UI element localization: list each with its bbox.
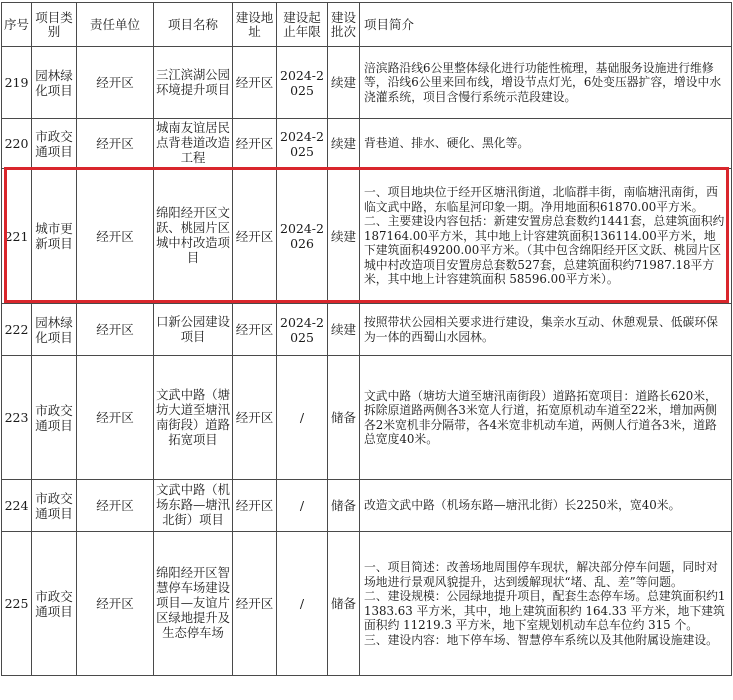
cell-name: 文武中路（塘坊大道至塘汛南街段）道路拓宽项目 [154,356,233,480]
cell-name: 绵阳经开区文跃、桃园片区城中村改造项目 [154,169,233,304]
cell-location: 经开区 [233,169,277,304]
cell-no: 219 [2,47,32,119]
header-batch: 建设批次 [328,3,360,47]
table-row [2,480,732,532]
table-row [2,532,732,676]
cell-period: / [277,532,328,676]
cell-category: 市政交通项目 [32,356,77,480]
cell-unit: 经开区 [77,169,154,304]
header-desc: 项目简介 [360,3,732,47]
cell-period: / [277,356,328,480]
cell-desc: 背巷道、排水、硬化、黑化等。 [360,119,732,169]
header-no: 序号 [2,3,32,47]
cell-unit: 经开区 [77,356,154,480]
cell-unit: 经开区 [77,532,154,676]
cell-location: 经开区 [233,480,277,532]
cell-unit: 经开区 [77,480,154,532]
cell-unit: 经开区 [77,304,154,356]
cell-period: 2024-2025 [277,304,328,356]
cell-name: 文武中路（机场东路—塘汛北街）项目 [154,480,233,532]
table-row [2,169,732,304]
cell-period: 2024-2025 [277,47,328,119]
cell-category: 市政交通项目 [32,119,77,169]
cell-batch: 储备 [328,532,360,676]
cell-category: 城市更新项目 [32,169,77,304]
header-period: 建设起止年限 [277,3,328,47]
cell-location: 经开区 [233,47,277,119]
cell-desc: 改造文武中路（机场东路—塘汛北街）长2250米，宽40米。 [360,480,732,532]
cell-category: 园林绿化项目 [32,304,77,356]
header-name: 项目名称 [154,3,233,47]
cell-period: 2024-2025 [277,119,328,169]
cell-no: 224 [2,480,32,532]
header-row [2,3,732,47]
cell-no: 220 [2,119,32,169]
cell-category: 园林绿化项目 [32,47,77,119]
cell-category: 市政交通项目 [32,532,77,676]
header-location: 建设地址 [233,3,277,47]
table-row [2,356,732,480]
cell-no: 225 [2,532,32,676]
header-category: 项目类别 [32,3,77,47]
table-row [2,119,732,169]
cell-name: 城南友谊居民点背巷道改造工程 [154,119,233,169]
cell-period: / [277,480,328,532]
cell-batch: 续建 [328,169,360,304]
cell-name: 绵阳经开区智慧停车场建设项目—友谊片区绿地提升及生态停车场 [154,532,233,676]
cell-desc: 一、项目地块位于经开区塘汛街道，北临群丰街，南临塘汛南街，西临文武中路，东临星河印象一期。净用地面积61870.00平方米。 二、主要建设内容包括：新建安置房总套数约1441套，总建筑面积约187164.00平方米，其中地上计容建筑面积136114.00平方米，地下建筑面积49200.00平方米。（其中包含绵阳经开区文跃、桃园片区城中村改造项目安置房总套数527套，总建筑面积约71987.18平方米，其中地上计容建筑面积 58596.00平方米）。 [360,169,732,304]
cell-batch: 续建 [328,119,360,169]
header-unit: 责任单位 [77,3,154,47]
cell-name: 三江滨湖公园环境提升项目 [154,47,233,119]
cell-no: 222 [2,304,32,356]
cell-no: 223 [2,356,32,480]
cell-batch: 储备 [328,356,360,480]
cell-batch: 续建 [328,47,360,119]
cell-desc: 按照带状公园相关要求进行建设，集亲水互动、休憩观景、低碳环保为一体的西蜀山水园林。 [360,304,732,356]
cell-location: 经开区 [233,119,277,169]
project-table [1,2,732,676]
cell-category: 市政交通项目 [32,480,77,532]
cell-location: 经开区 [233,532,277,676]
cell-desc: 文武中路（塘坊大道至塘汛南街段）道路拓宽项目：道路长620米，拆除原道路两侧各3米宽人行道，拓宽原机动车道至22米，增加两侧各2米宽机非分隔带，各4米宽非机动车道，两侧人行道各3米，道路总宽度40米。 [360,356,732,480]
cell-no: 221 [2,169,32,304]
cell-location: 经开区 [233,356,277,480]
cell-desc: 一、项目简述：改善场地周围停车现状，解决部分停车问题，同时对场地进行景观风貌提升，达到缓解现状“堵、乱、差”等问题。 二、建设规模：公园绿地提升项目，配套生态停车场。总建筑面积约11383.63 平方米，其中，地上建筑面积约 164.33 平方米，地下建筑面积约 11219.3 平方米，地下室规划机动车总车位约 315 个。 三、建设内容：地下停车场、智慧停车系统以及其他附属设施建设。 [360,532,732,676]
cell-batch: 储备 [328,480,360,532]
cell-period: 2024-2026 [277,169,328,304]
cell-name: 口新公园建设项目 [154,304,233,356]
cell-unit: 经开区 [77,119,154,169]
cell-desc: 涪滨路沿线6公里整体绿化进行功能性梳理，基础服务设施进行维修等，沿线6公里来回布线，增设节点灯光，6处变压器扩容，增设中水浇灌系统，项目含慢行系统示范段建设。 [360,47,732,119]
cell-batch: 续建 [328,304,360,356]
cell-location: 经开区 [233,304,277,356]
table-row [2,47,732,119]
cell-unit: 经开区 [77,47,154,119]
table-row [2,304,732,356]
